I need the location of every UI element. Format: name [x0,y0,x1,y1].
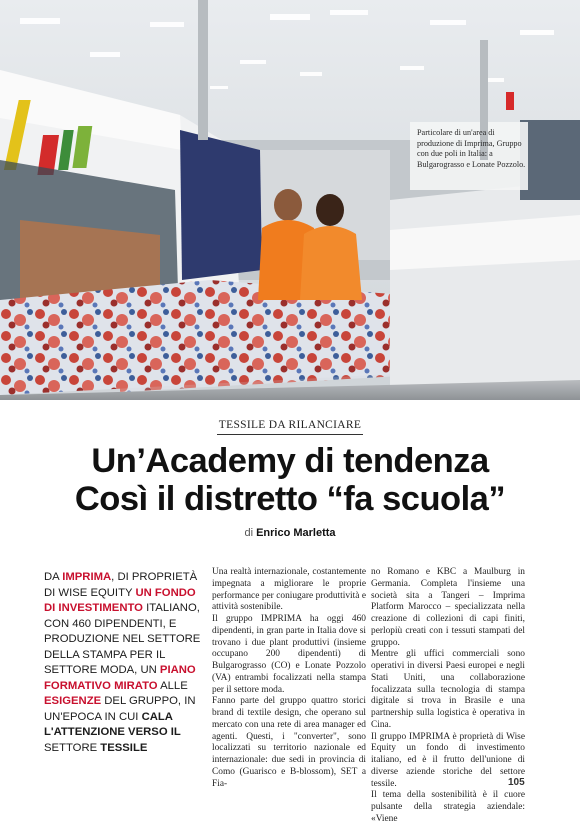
pull-quote-segment: CALA L'ATTENZIONE VERSO IL [44,710,181,738]
pull-quote-segment: TESSILE [100,741,148,754]
byline-prefix: di [244,527,254,539]
textile-printer-photo-icon [0,0,580,400]
pull-quote-segment: , DI PROPRIETÀ DI WISE EQUITY [44,571,198,599]
paragraph: Mentre gli uffici commerciali sono operativi in diversi Paesi europei e negli Stati Uniti, una collaborazione focalizzata sulla tecnologia di stampa digitale si trova in Brasile e una partnership sulla logistica è operativa in Cina. [371,649,525,730]
pull-quote-segment: IMPRIMA [62,571,112,583]
pull-quote-segment: DEL GRUPPO, IN UN'EPOCA IN CUI [44,695,196,723]
pull-quote-segment: ITALIANO, CON 460 DIPENDENTI, E PRODUZIONE NEL SETTORE DELLA STAMPA PER IL SETTORE MODA, UN [44,602,201,676]
section-kicker: TESSILE DA RILANCIARE [0,419,580,431]
pull-quote-segment: ESIGENZE [44,695,102,707]
pull-quote-segment: DA [44,571,63,583]
paragraph: Fanno parte del gruppo quattro storici brand di textile design, che operano sul mercato con una rete di area manager ed agenti. Questi, i "converter", sono localizzati su territorio nazionale ed internazionale: due sedi in provincia di Como (Guarisco e B-blossom), SET a Fia- [212,696,366,789]
byline [0,527,580,539]
paragraph: no Romano e KBC a Maulburg in Germania. Completa l'insieme una società sita a Tangeri – Imprima Platform Marocco – specializzata nella creazione di collezioni di capi finiti, perlopiù creati con i tessuti stampati del gruppo. [371,567,525,648]
pull-quote-segment: PIANO FORMATIVO MIRATO [44,664,196,692]
article-column-2 [371,567,525,826]
paragraph: Una realtà internazionale, costantemente impegnata a migliorare le proprie performance per coniugare produttività e attività sostenibile. [212,567,366,613]
byline-author: Enrico Marletta [256,527,336,539]
factory-photo [0,0,580,400]
photo-caption: Particolare di un'area di produzione di Imprima, Gruppo con due poli in Italia: a Bulgarograsso e Lonate Pozzolo. [417,128,526,169]
headline-line-2: Così il distretto “fa scuola” [74,480,506,518]
paragraph: Il gruppo IMPRIMA è proprietà di Wise Equity un fondo di investimento italiano, ed è il frutto dell'unione di diverse aziende storiche del settore tessile. [371,731,525,789]
pull-quote-segment: ALLE [157,679,188,692]
page-number: 105 [508,777,525,788]
pull-quote-segment: SETTORE [44,741,101,754]
headline-line-1: Un’Academy di tendenza [91,442,489,480]
headline [0,442,580,518]
paragraph: Il tema della sostenibilità è il cuore pulsante della strategia aziendale: «Viene [371,790,525,824]
pull-quote-segment: UN FONDO DI INVESTIMENTO [44,586,196,614]
article-column-1 [212,567,366,790]
pull-quote [44,570,204,756]
paragraph: Il gruppo IMPRIMA ha oggi 460 dipendenti, in gran parte in Italia dove si trovano i due plant produttivi (insieme occupano 200 dipendenti) di Bulgarograsso (CO) e Lonate Pozzolo (VA) entrambi focalizzati nella stampa per il settore moda. [212,614,366,695]
